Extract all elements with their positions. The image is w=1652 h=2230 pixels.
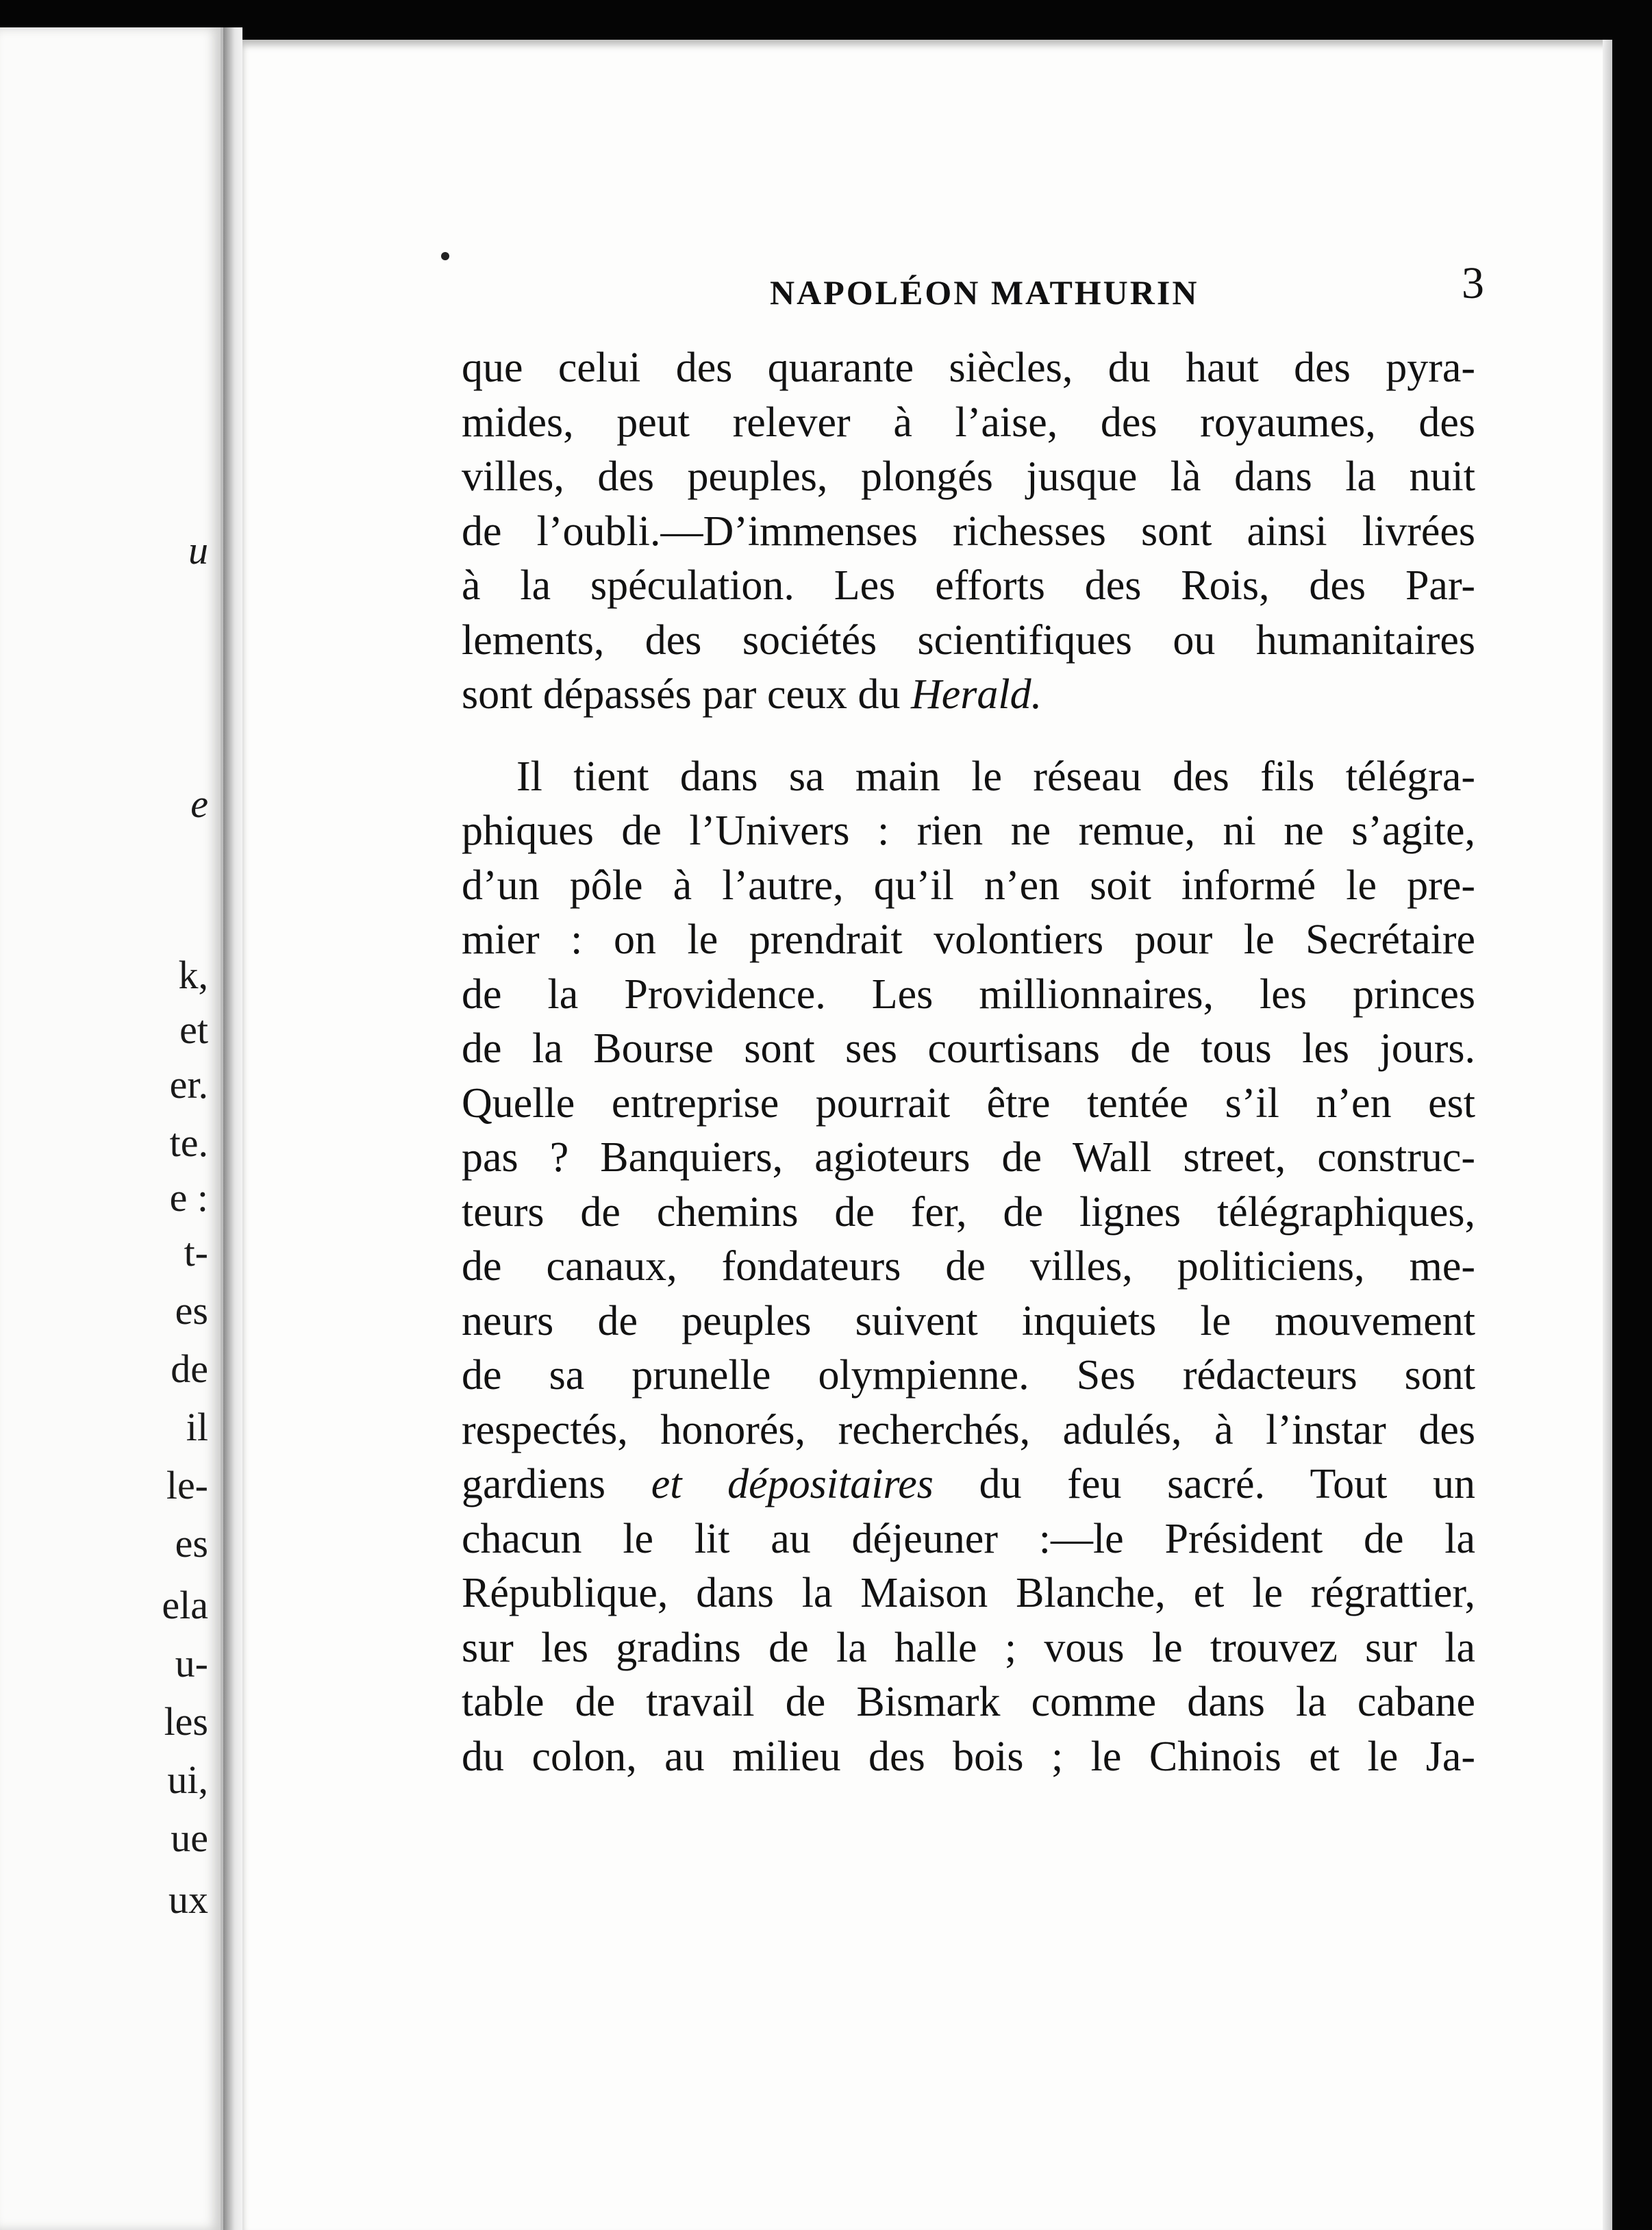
text-line: du colon, au milieu des bois ; le Chinois et le Ja- (462, 1733, 1475, 1780)
italic-emphasis: Herald. (911, 671, 1042, 718)
italic-emphasis: et dépositaires (651, 1461, 934, 1507)
left-page-fragment: u- (175, 1641, 208, 1686)
text-line: phiques de l’Univers : rien ne remue, ni ne s’agite, (462, 807, 1475, 854)
text-line: République, dans la Maison Blanche, et le régrattier, (462, 1570, 1475, 1616)
text-line: à la spéculation. Les efforts des Rois, des Par- (462, 562, 1475, 609)
text-line: sont dépassés par ceux du Herald. (462, 671, 1042, 718)
text-line: table de travail de Bismark comme dans la cabane (462, 1679, 1475, 1725)
left-page-fragment: et (179, 1007, 208, 1052)
text-line: de la Bourse sont ses courtisans de tous les jours. (462, 1025, 1475, 1072)
text-line: neurs de peuples suivent inquiets le mouvement (462, 1297, 1475, 1344)
paragraph (462, 341, 1475, 723)
text-line: gardiens et dépositaires du feu sacré. Tout un (462, 1461, 1475, 1507)
text-line: chacun le lit au déjeuner :—le Président de la (462, 1515, 1475, 1562)
text-line: Il tient dans sa main le réseau des fils télégra- (516, 753, 1475, 800)
text-line: lements, des sociétés scientifiques ou humanitaires (462, 616, 1475, 664)
left-page-fragment: ui, (167, 1757, 208, 1802)
text-line: Quelle entreprise pourrait être tentée s’il n’en est (462, 1079, 1475, 1127)
body-text (462, 341, 1475, 1784)
book-page (242, 40, 1612, 2230)
left-page-fragment: k, (178, 953, 208, 997)
left-page-fragment: u (188, 528, 208, 573)
text-line: de l’oubli.—D’immenses richesses sont ainsi livrées (462, 508, 1475, 555)
left-page-fragment: ux (168, 1877, 208, 1922)
paragraph-spacer (462, 723, 1475, 750)
text-line: pas ? Banquiers, agioteurs de Wall street, construc- (462, 1134, 1475, 1181)
left-page-fragment: il (186, 1405, 208, 1449)
left-page-fragment: les (164, 1699, 208, 1744)
text-line: d’un pôle à l’autre, qu’il n’en soit informé le pre- (462, 862, 1475, 909)
text-line: de la Providence. Les millionnaires, les princes (462, 970, 1475, 1018)
left-page-fragment: e : (169, 1175, 208, 1220)
text-line: mier : on le prendrait volontiers pour le Secrétaire (462, 916, 1475, 963)
text-line: respectés, honorés, recherchés, adulés, à l’instar des (462, 1406, 1475, 1453)
text-line: de canaux, fondateurs de villes, politiciens, me- (462, 1243, 1475, 1290)
left-page-fragment: er. (169, 1062, 208, 1107)
ink-speck (441, 252, 449, 260)
text-line: mides, peut relever à l’aise, des royaumes, des (462, 399, 1475, 446)
left-page-fragment: ela (162, 1583, 208, 1627)
left-page-fragment: t- (184, 1230, 208, 1275)
text-line: de sa prunelle olympienne. Ses rédacteurs sont (462, 1352, 1475, 1399)
text-line: villes, des peuples, plongés jusque là dans la nuit (462, 453, 1475, 500)
left-page-fragment: es (175, 1521, 208, 1566)
left-page-fragment: e (190, 781, 208, 826)
text-line: teurs de chemins de fer, de lignes télégraphiques, (462, 1188, 1475, 1236)
left-page-fragment: es (175, 1288, 208, 1333)
book-gutter (223, 27, 242, 2230)
left-page-fragment: te. (169, 1120, 208, 1165)
left-page-fragment: le- (166, 1463, 208, 1507)
left-page-fragment: de (171, 1346, 208, 1391)
text-line: sur les gradins de la halle ; vous le trouvez sur la (462, 1624, 1475, 1671)
page-number: 3 (1462, 258, 1484, 308)
left-page-edge (0, 27, 223, 2230)
paragraph (462, 750, 1475, 1785)
left-page-fragment: ue (171, 1816, 208, 1860)
text-line: que celui des quarante siècles, du haut des pyra- (462, 344, 1475, 391)
running-title: NAPOLÉON MATHURIN (770, 273, 1199, 312)
